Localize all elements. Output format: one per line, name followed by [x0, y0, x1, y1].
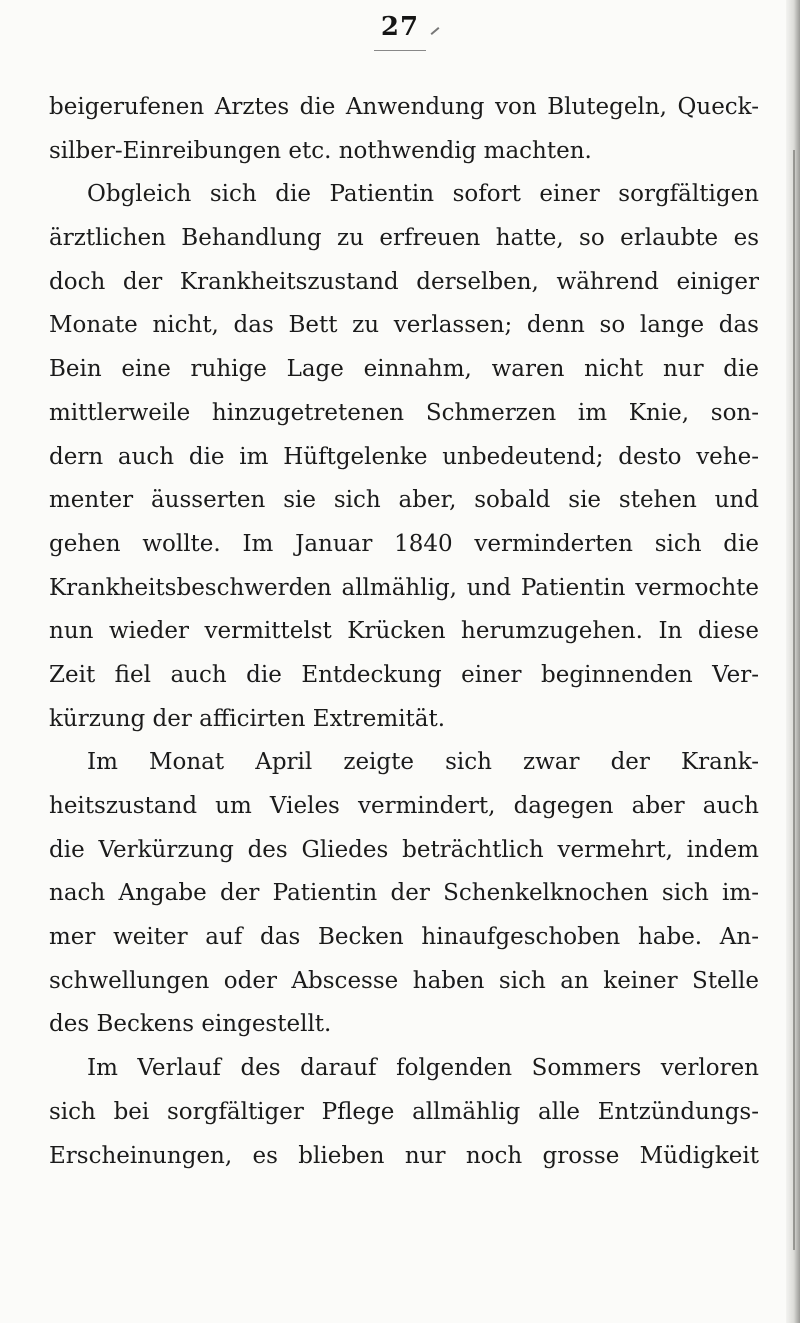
text-line: sich bei sorgfältiger Pflege allmählig alle Entzündungs-	[49, 1098, 759, 1125]
body-text	[49, 86, 759, 1178]
text-line: Krankheitsbeschwerden allmählig, und Patientin vermochte	[49, 574, 759, 601]
text-line: Zeit fiel auch die Entdeckung einer beginnenden Ver-	[49, 661, 759, 688]
text-line: menter äusserten sie sich aber, sobald sie stehen und	[49, 487, 759, 514]
page-number: 27	[380, 12, 420, 42]
text-line: kürzung der afficirten Extremität.	[49, 705, 446, 732]
text-line: mittlerweile hinzugetretenen Schmerzen im Knie, son-	[49, 399, 759, 426]
text-line: ärztlichen Behandlung zu erfreuen hatte, so erlaubte es	[49, 225, 759, 252]
text-line: Monate nicht, das Bett zu verlassen; denn so lange das	[49, 312, 759, 339]
text-line: beigerufenen Arztes die Anwendung von Blutegeln, Queck-	[49, 94, 759, 120]
text-line: Bein eine ruhige Lage einnahm, waren nicht nur die	[49, 356, 759, 383]
text-line: mer weiter auf das Becken hinaufgeschoben habe. An-	[49, 924, 759, 951]
text-line: dern auch die im Hüftgelenke unbedeutend; desto vehe-	[49, 443, 759, 470]
text-line: Obgleich sich die Patientin sofort einer sorgfältigen	[87, 181, 759, 208]
text-line: nun wieder vermittelst Krücken herumzugehen. In diese	[49, 618, 759, 645]
page-edge-line	[793, 150, 795, 1250]
text-line: silber-Einreibungen etc. nothwendig machten.	[49, 137, 592, 164]
text-line: gehen wollte. Im Januar 1840 verminderten sich die	[49, 530, 759, 557]
page-number-underline	[374, 50, 426, 51]
text-line: doch der Krankheitszustand derselben, während einiger	[49, 268, 759, 295]
text-line: des Beckens eingestellt.	[49, 1011, 332, 1038]
text-line: nach Angabe der Patientin der Schenkelknochen sich im-	[49, 880, 759, 907]
text-line: Erscheinungen, es blieben nur noch grosse Müdigkeit	[49, 1142, 759, 1169]
text-line: Im Monat April zeigte sich zwar der Krank-	[87, 749, 759, 776]
text-line: die Verkürzung des Gliedes beträchtlich vermehrt, indem	[49, 836, 759, 863]
text-line: Im Verlauf des darauf folgenden Sommers verloren	[87, 1055, 759, 1082]
text-line: schwellungen oder Abscesse haben sich an keiner Stelle	[49, 967, 759, 994]
text-line: heitszustand um Vieles vermindert, dagegen aber auch	[49, 793, 759, 819]
